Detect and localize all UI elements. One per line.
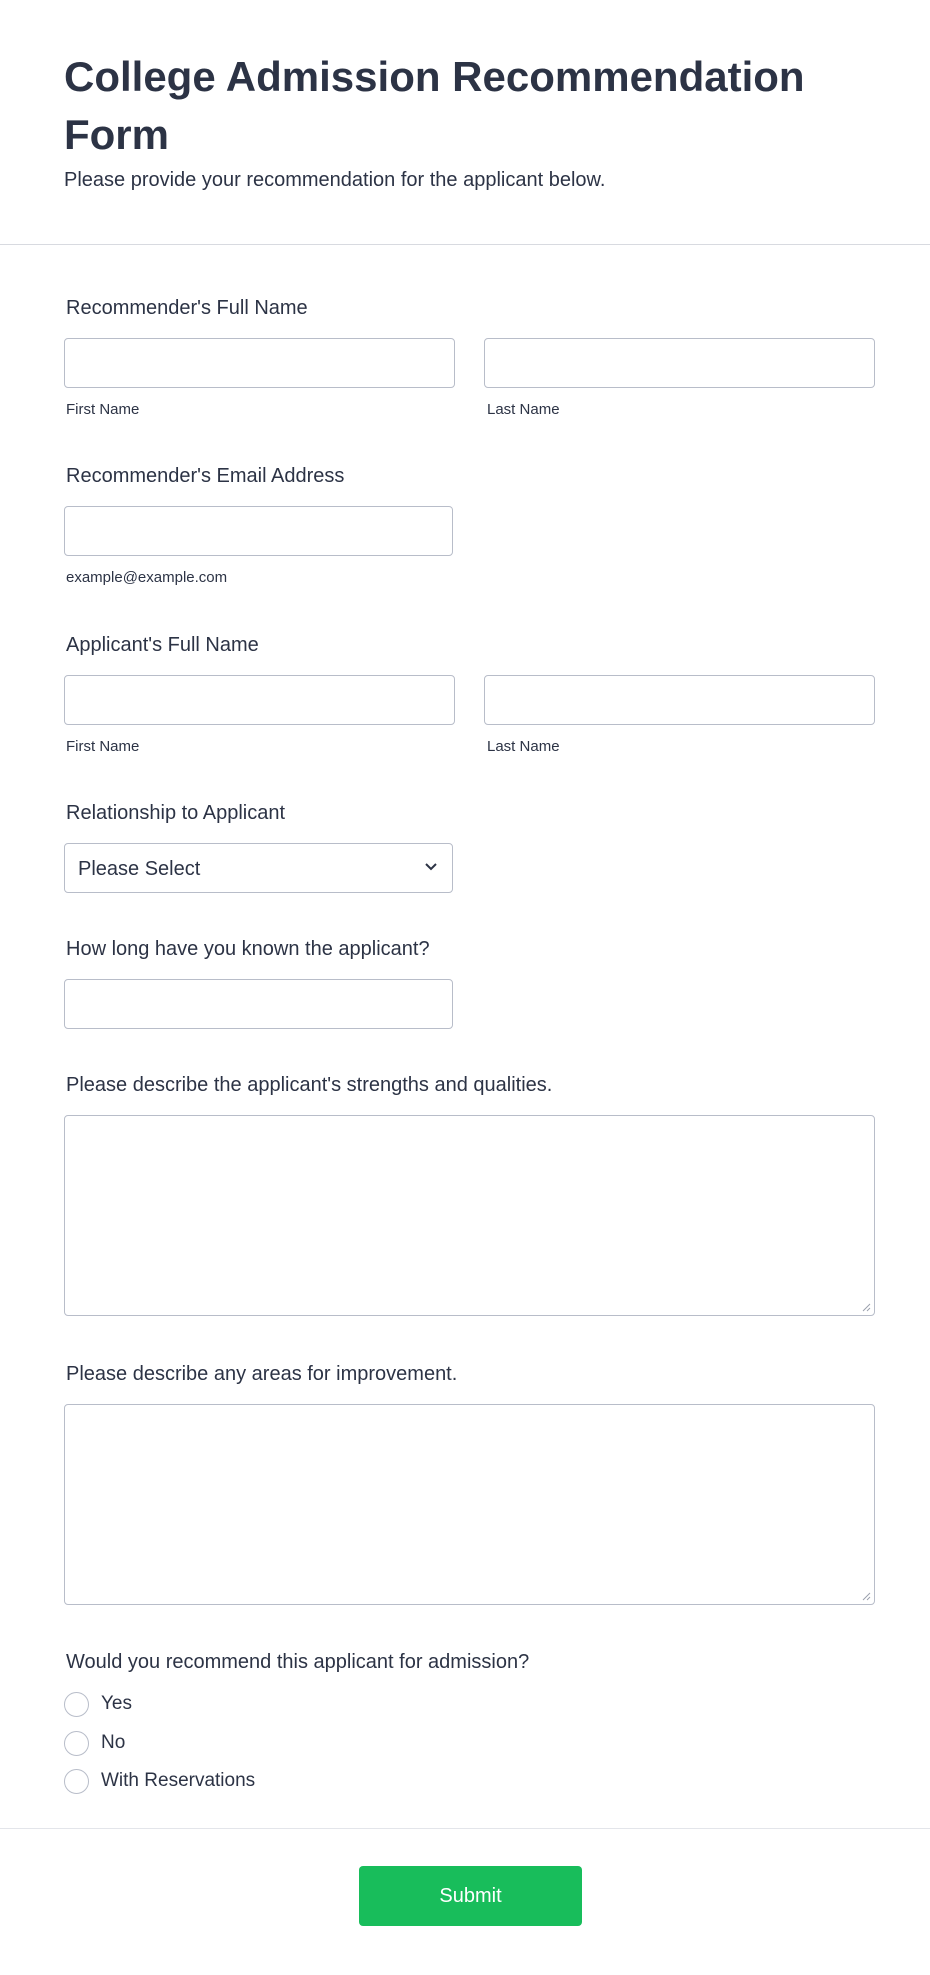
form-title: College Admission Recommendation Form xyxy=(64,53,805,158)
radio-label: Yes xyxy=(101,1693,132,1714)
improvement-label: Please describe any areas for improvement. xyxy=(66,1363,458,1385)
recommender-email-input[interactable] xyxy=(64,506,453,556)
relationship-select-value: Please Select xyxy=(78,858,201,880)
known-duration-label: How long have you known the applicant? xyxy=(66,938,430,960)
recommender-last-name-sublabel: Last Name xyxy=(487,401,560,418)
recommender-first-name-input[interactable] xyxy=(64,338,455,388)
applicant-name-label: Applicant's Full Name xyxy=(66,634,259,656)
applicant-first-name-input[interactable] xyxy=(64,675,455,725)
applicant-last-name-input[interactable] xyxy=(484,675,875,725)
recommender-email-label: Recommender's Email Address xyxy=(66,465,345,487)
recommender-first-name-sublabel: First Name xyxy=(66,401,140,418)
form-header xyxy=(0,0,930,245)
radio-button[interactable] xyxy=(64,1692,89,1717)
applicant-first-name-sublabel: First Name xyxy=(66,738,140,755)
chevron-down-icon xyxy=(424,862,438,872)
form-subtitle: Please provide your recommendation for the applicant below. xyxy=(64,169,606,191)
improvement-textarea[interactable] xyxy=(64,1404,875,1605)
strengths-label: Please describe the applicant's strengths and qualities. xyxy=(66,1074,553,1096)
footer-divider xyxy=(0,1828,930,1829)
relationship-label: Relationship to Applicant xyxy=(66,802,286,824)
radio-button[interactable] xyxy=(64,1731,89,1756)
recommender-email-sublabel: example@example.com xyxy=(66,569,228,586)
relationship-select[interactable] xyxy=(64,843,453,893)
resize-handle-icon[interactable] xyxy=(861,1591,871,1601)
radio-button[interactable] xyxy=(64,1769,89,1794)
radio-label: No xyxy=(101,1732,126,1753)
recommend-label: Would you recommend this applicant for admission? xyxy=(66,1651,530,1673)
applicant-last-name-sublabel: Last Name xyxy=(487,738,560,755)
recommender-last-name-input[interactable] xyxy=(484,338,875,388)
recommender-name-label: Recommender's Full Name xyxy=(66,297,308,319)
known-duration-input[interactable] xyxy=(64,979,453,1029)
resize-handle-icon[interactable] xyxy=(861,1302,871,1312)
radio-label: With Reservations xyxy=(101,1770,256,1791)
submit-button[interactable]: Submit xyxy=(359,1866,582,1926)
strengths-textarea[interactable] xyxy=(64,1115,875,1316)
